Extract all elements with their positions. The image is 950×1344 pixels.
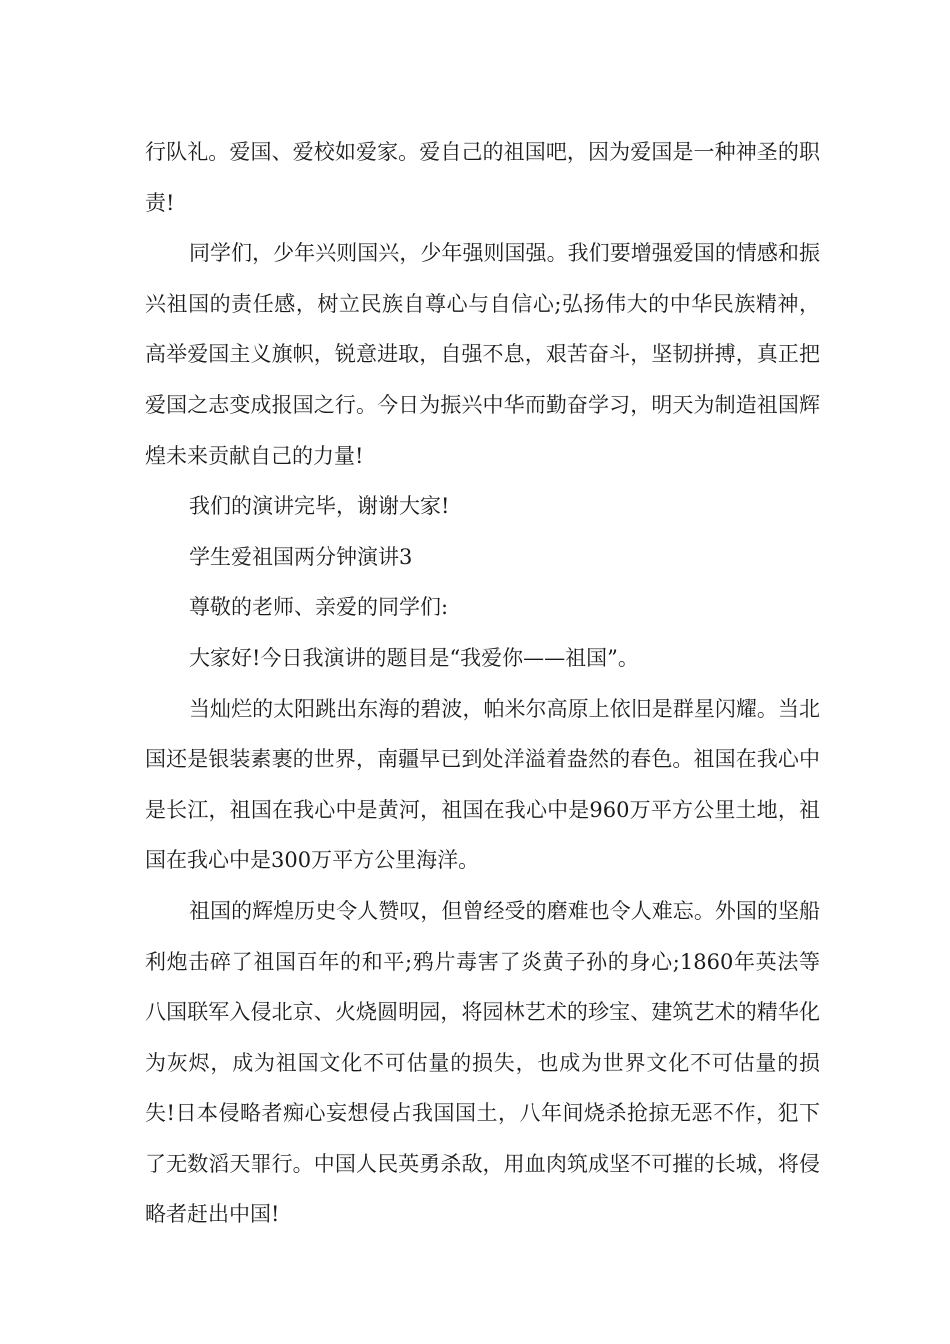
paragraph-1: 行队礼。爱国、爱校如爱家。爱自己的祖国吧，因为爱国是一种神圣的职责! <box>145 140 820 215</box>
paragraph-7: 当灿烂的太阳跳出东海的碧波，帕米尔高原上依旧是群星闪耀。当北国还是银装素裹的世界，南疆早已到处洋溢着盎然的春色。祖国在我心中是长江，祖国在我心中是黄河，祖国在我心中是960万平方公里土地，祖国在我心中是300万平方公里海洋。 <box>145 696 820 873</box>
paragraph-6: 大家好!今日我演讲的题目是“我爱你——祖国”。 <box>189 645 639 670</box>
paragraph-8: 祖国的辉煌历史令人赞叹，但曾经受的磨难也令人难忘。外国的坚船利炮击碎了祖国百年的和平;鸦片毒害了炎黄子孙的身心;1860年英法等八国联军入侵北京、火烧圆明园，将园林艺术的珍宝、建筑艺术的精华化为灰烬，成为祖国文化不可估量的损失，也成为世界文化不可估量的损失!日本侵略者痴心妄想侵占我国国土，八年间烧杀抢掠无恶不作，犯下了无数滔天罪行。中国人民英勇杀敌，用血肉筑成坚不可摧的长城，将侵略者赶出中国! <box>145 898 820 1227</box>
section-heading: 学生爱祖国两分钟演讲3 <box>189 544 413 569</box>
document-body <box>145 127 820 1240</box>
paragraph-2: 同学们，少年兴则国兴，少年强则国强。我们要增强爱国的情感和振兴祖国的责任感，树立民族自尊心与自信心;弘扬伟大的中华民族精神，高举爱国主义旗帜，锐意进取，自强不息，艰苦奋斗，坚韧拼搏，真正把爱国之志变成报国之行。今日为振兴中华而勤奋学习，明天为制造祖国辉煌未来贡献自己的力量! <box>145 241 820 468</box>
paragraph-3: 我们的演讲完毕，谢谢大家! <box>189 494 450 519</box>
salutation: 尊敬的老师、亲爱的同学们: <box>189 595 449 620</box>
